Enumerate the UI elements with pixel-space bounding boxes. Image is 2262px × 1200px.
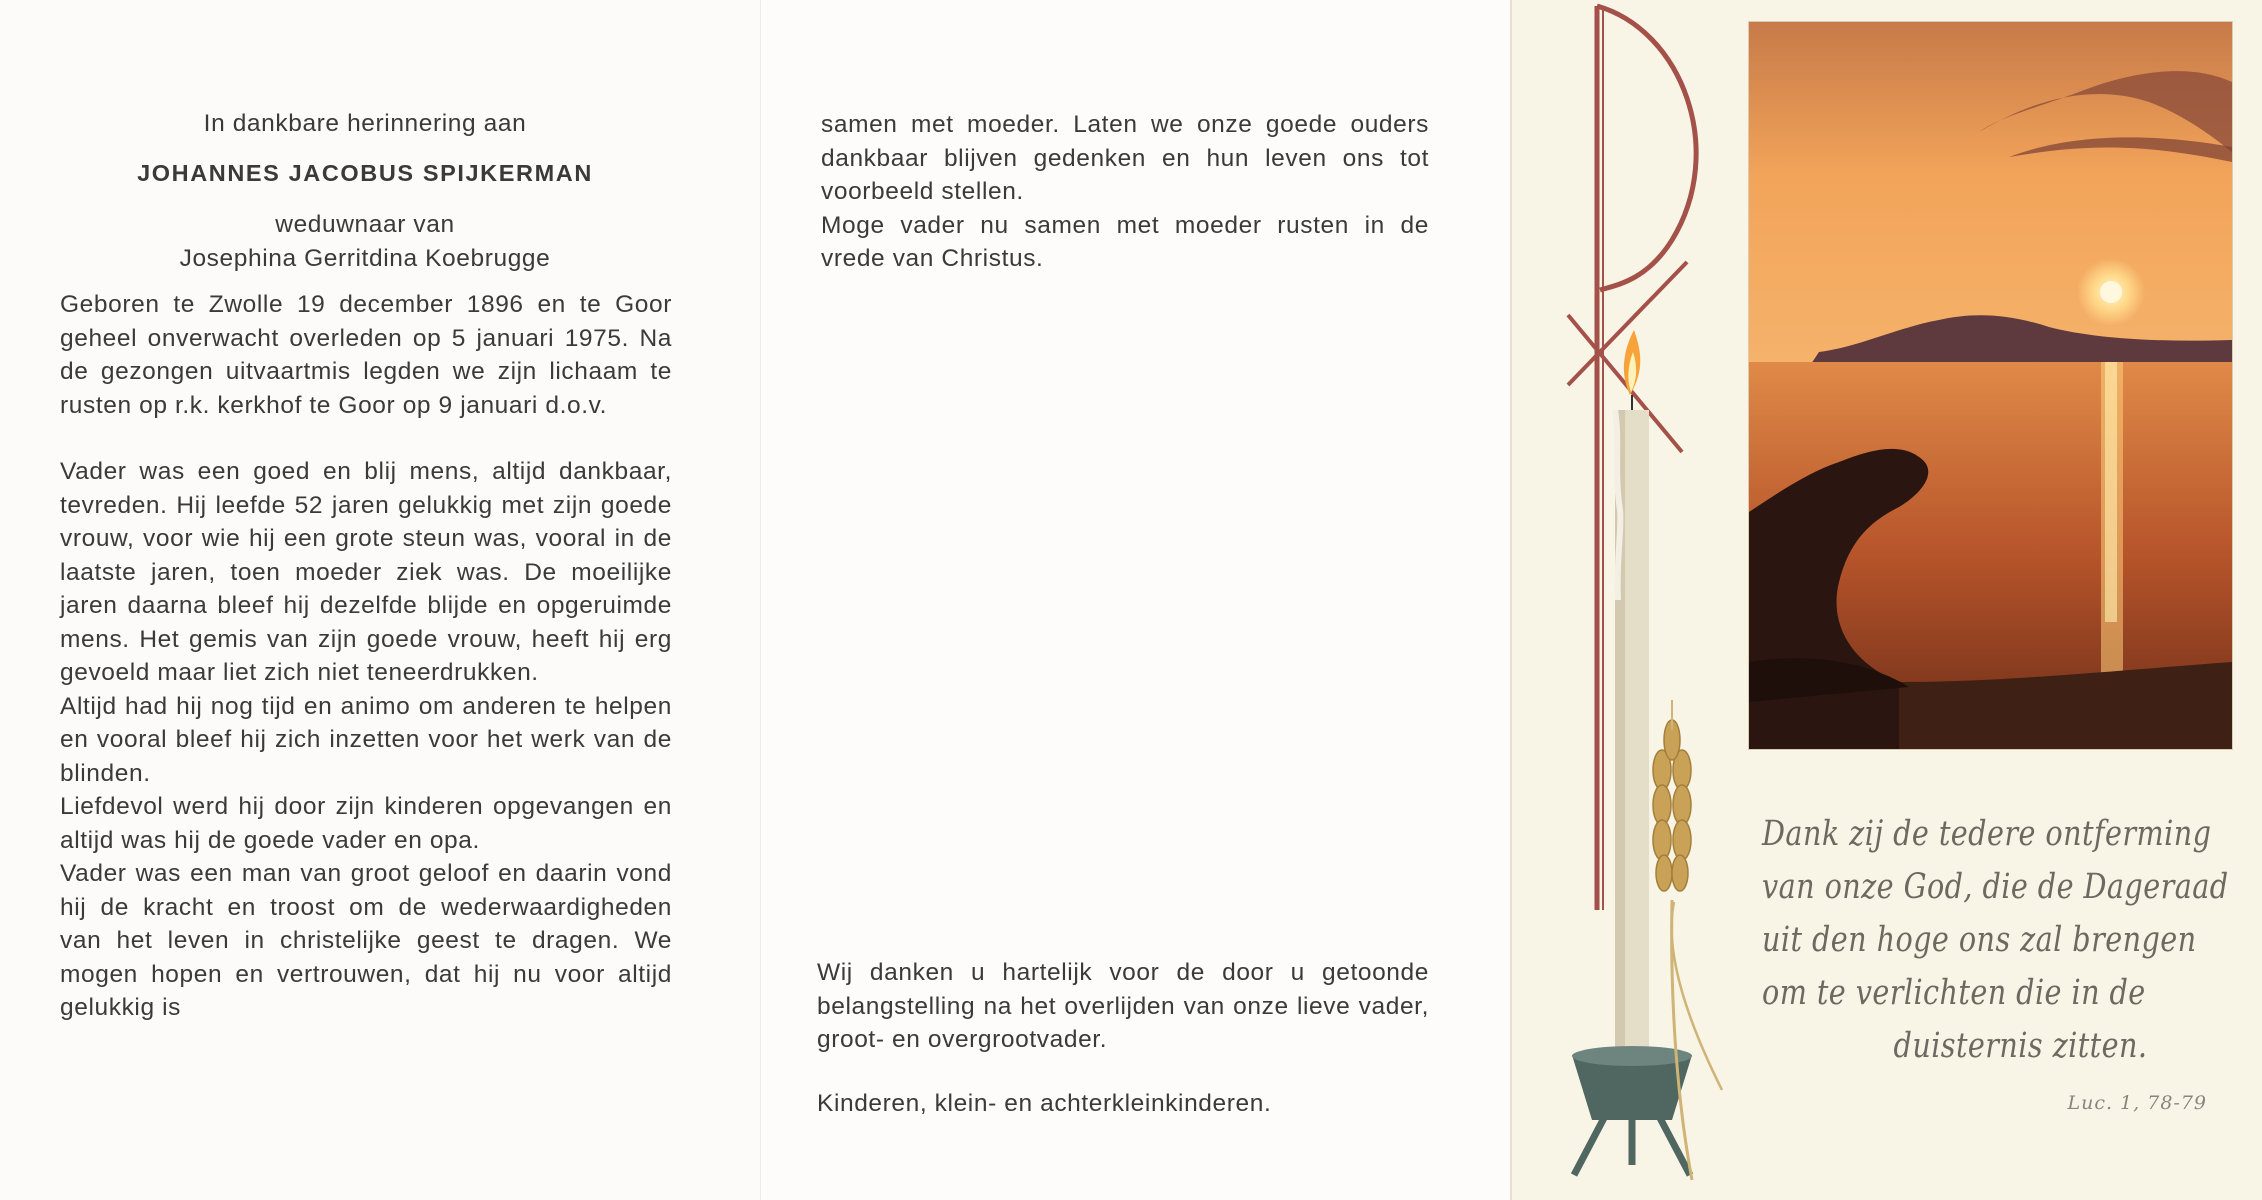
birth-death-paragraph: Geboren te Zwolle 19 december 1896 en te Goor geheel onverwacht overleden op 5 januari 1975. Na de gezongen uitvaartmis legden we zijn lichaam te rusten op r.k. kerkhof te Goor op 9 januari d.o.v. xyxy=(60,291,672,419)
deceased-name: JOHANNES JACOBUS SPIJKERMAN xyxy=(137,159,593,186)
continuation-paragraph: samen met moeder. Laten we onze goede ouders dankbaar blijven gedenken en hun leven ons tot voorbeeld stellen. xyxy=(821,111,1429,205)
thanks-paragraph: Wij danken u hartelijk voor de door u getoonde belangstelling na het overlijden van onze lieve vader, groot- en overgrootvader. xyxy=(817,959,1429,1053)
biography-paragraph: Vader was een goed en blij mens, altijd dankbaar, tevreden. Hij leefde 52 jaren gelukkig met zijn goede vrouw, voor wie hij een grote steun was, vooral in de laatste jaren, toen moeder ziek was. De moeilijke jaren daarna bleef hij dezelfde blijde en opgeruimde mens. Het gemis van zijn goede vrouw, heeft hij erg gevoeld maar liet zich niet teneerdrukken. xyxy=(60,458,672,686)
scripture-reference: Luc. 1, 78-79 xyxy=(2067,1092,2207,1114)
left-panel xyxy=(0,0,760,1200)
spouse-name: Josephina Gerritdina Koebrugge xyxy=(179,244,551,272)
remembrance-line: In dankbare herinnering aan xyxy=(203,110,527,137)
verse-line: om te verlichten die in de xyxy=(1762,973,2146,1013)
sunset-photo xyxy=(1749,22,2232,749)
verse-line: van onze God, die de Dageraad xyxy=(1762,867,2229,907)
middle-panel xyxy=(760,0,1510,1200)
verse-line: Dank zij de tedere ontferming xyxy=(1762,814,2212,854)
verse-line: duisternis zitten. xyxy=(1893,1026,2148,1066)
scripture-verse xyxy=(1762,808,2229,1073)
biography-text xyxy=(60,288,672,1025)
intro-block xyxy=(60,107,670,275)
right-panel xyxy=(1510,0,2262,1200)
continuation-text xyxy=(821,108,1429,276)
biography-paragraph: Vader was een man van groot geloof en daarin vond hij de kracht en troost om de wederwaardigheden van het leven in christelijke geest te dragen. We mogen hopen en vertrouwen, dat hij nu voor altijd gelukkig is xyxy=(60,860,672,1021)
family-signature: Kinderen, klein- en achterkleinkinderen. xyxy=(817,1089,1272,1117)
thanks-text xyxy=(817,956,1429,1120)
widower-of-line: weduwnaar van xyxy=(275,211,455,238)
biography-paragraph: Liefdevol werd hij door zijn kinderen opgevangen en altijd was hij de goede vader en opa. xyxy=(60,793,672,854)
biography-paragraph: Altijd had hij nog tijd en animo om anderen te helpen en vooral bleef hij zich inzetten voor het werk van de blinden. xyxy=(60,692,672,787)
prayer-paragraph: Moge vader nu samen met moeder rusten in de vrede van Christus. xyxy=(821,211,1429,272)
verse-line: uit den hoge ons zal brengen xyxy=(1762,920,2197,960)
